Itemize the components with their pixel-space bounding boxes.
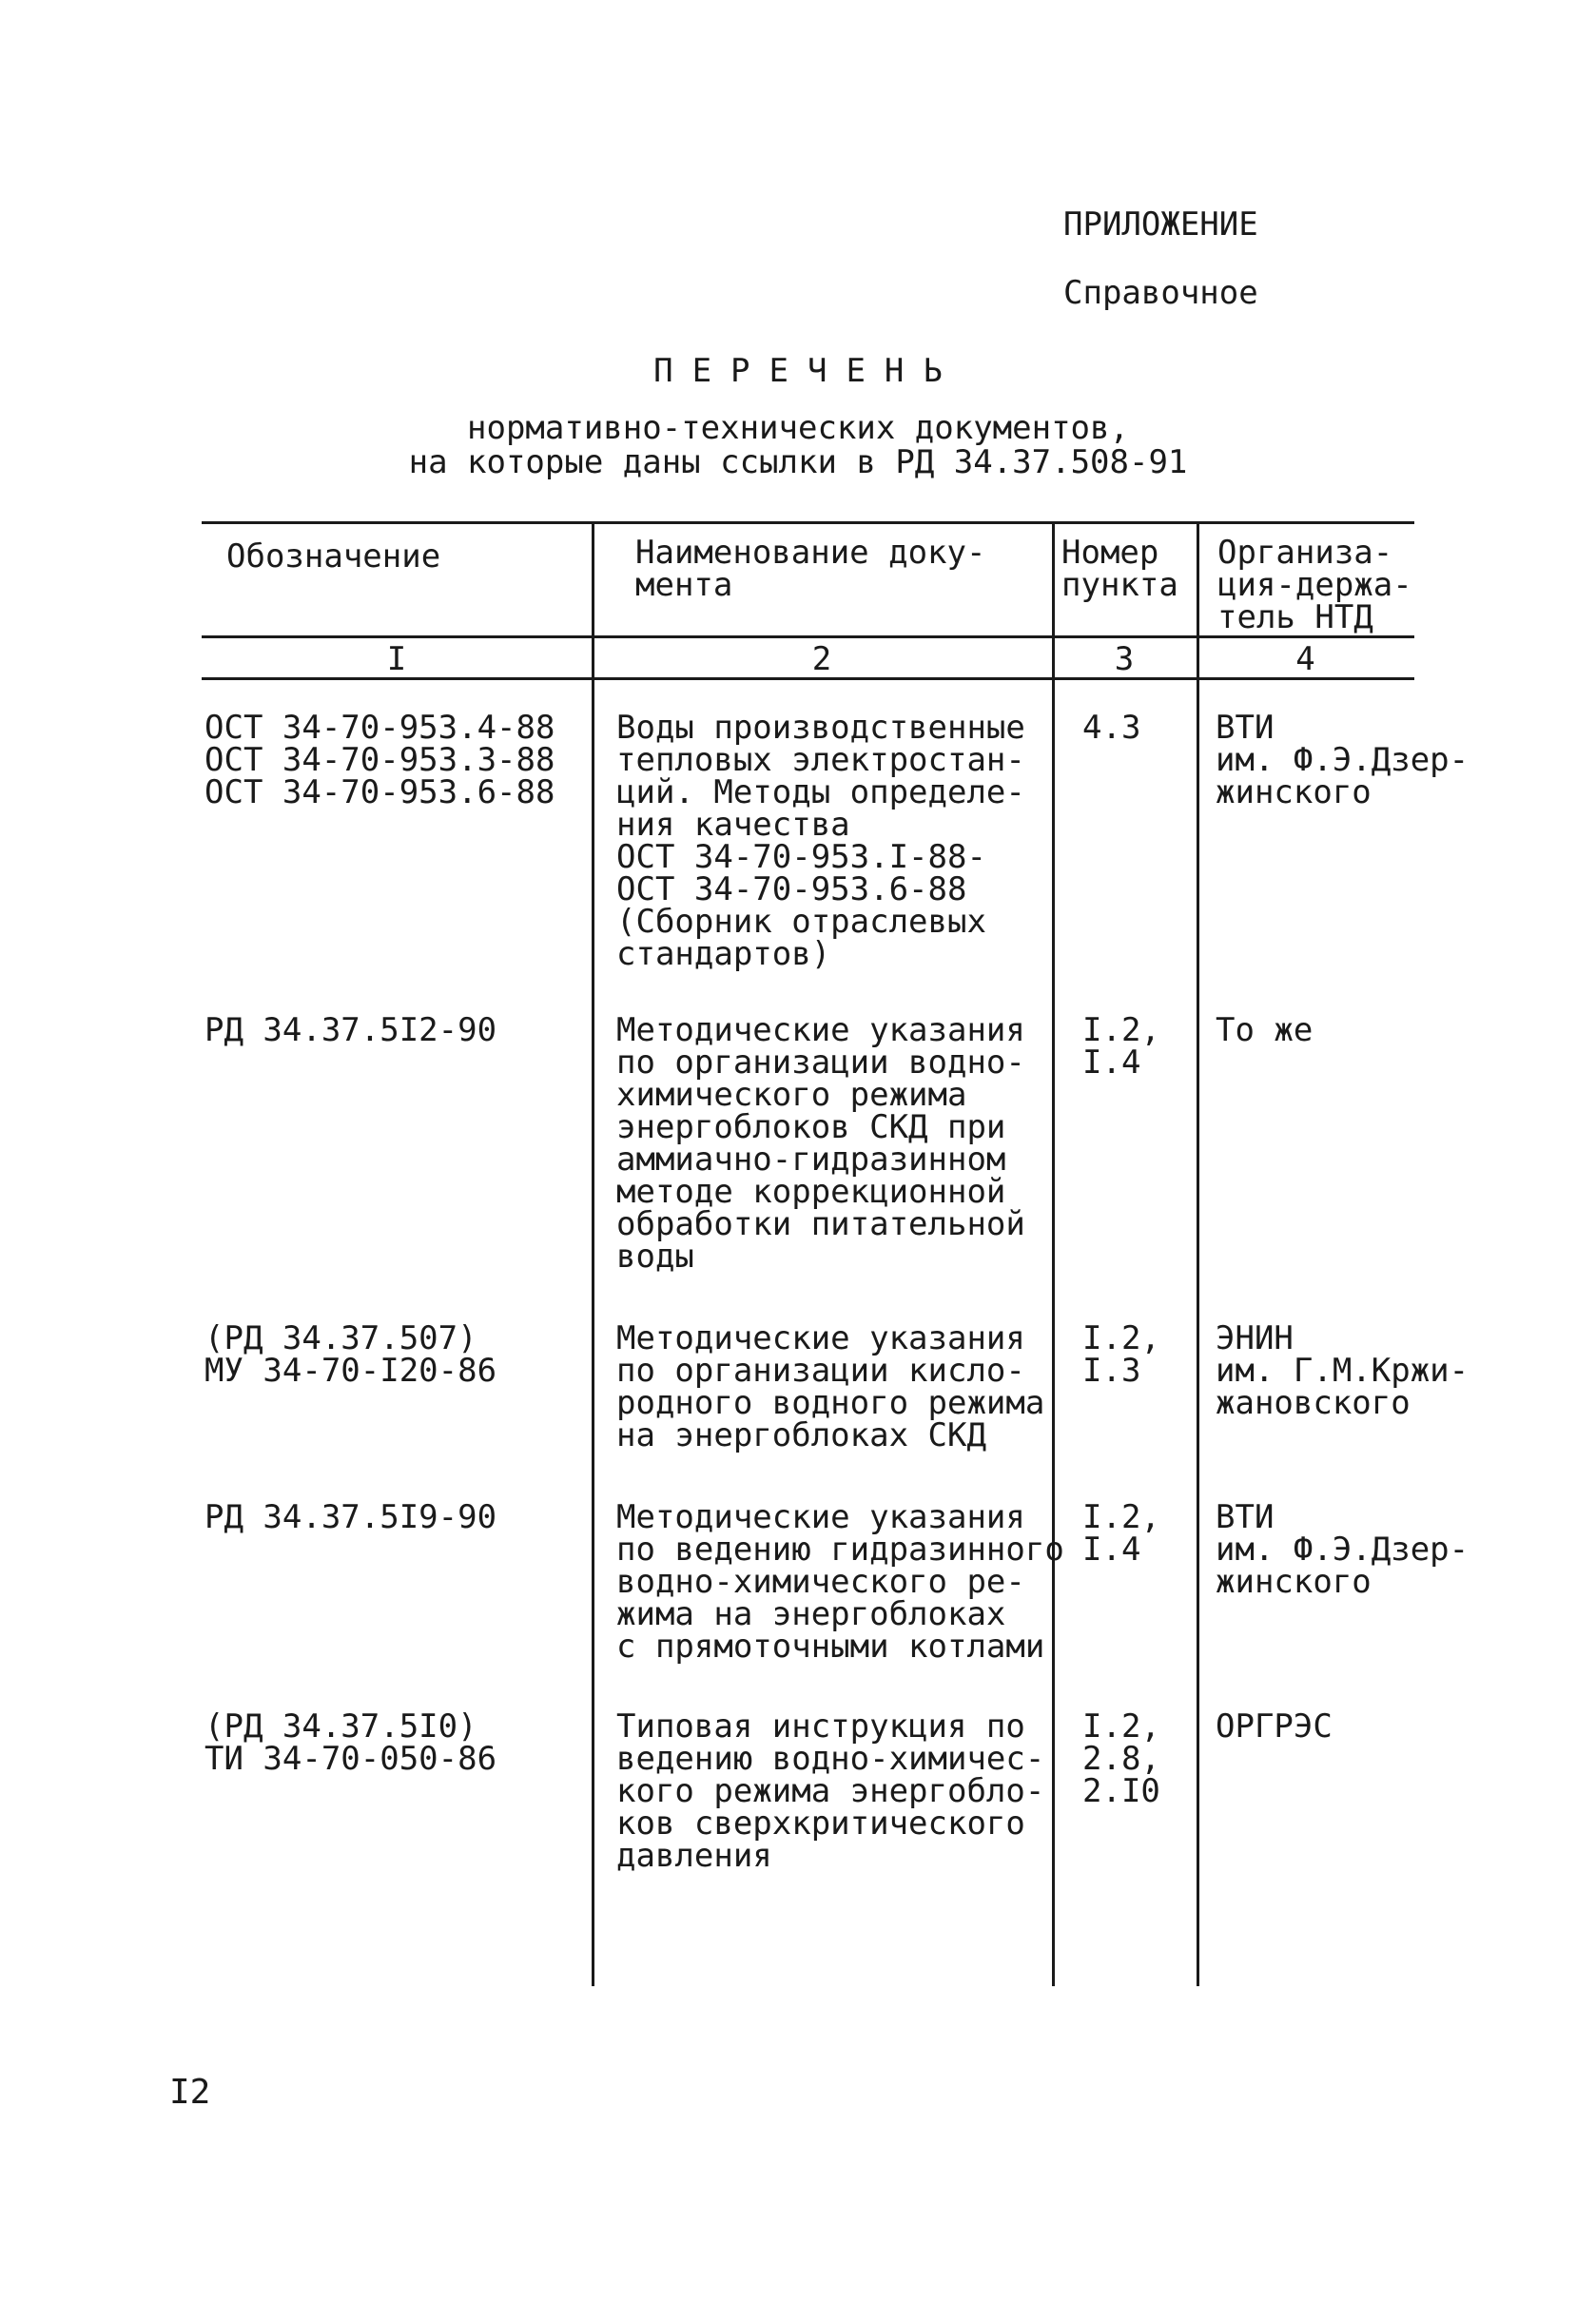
column-numbers-rule <box>202 677 1414 680</box>
column-number-4: 4 <box>1295 640 1315 678</box>
row-4-name: Методические указания по ведению гидразинного водно-химического ре- жима на энергоблоках с прямоточными котлами <box>616 1498 1064 1666</box>
row-5-name: Типовая инструкция по ведению водно-химичес- кого режима энергобло- ков сверхкритического давления <box>616 1707 1045 1875</box>
row-5-item: I.2, 2.8, 2.I0 <box>1082 1707 1160 1810</box>
page-number: I2 <box>169 2073 211 2112</box>
row-1-organization: ВТИ им. Ф.Э.Дзер- жинского <box>1216 709 1469 811</box>
column-divider-2 <box>1052 521 1055 1986</box>
row-2-item: I.2, I.4 <box>1082 1011 1160 1082</box>
row-2-designation: РД 34.37.5I2-90 <box>204 1011 497 1049</box>
document-title: ПЕРЕЧЕНЬ <box>653 352 962 390</box>
row-4-item: I.2, I.4 <box>1082 1498 1160 1569</box>
row-3-item: I.2, I.3 <box>1082 1319 1160 1390</box>
column-number-1: I <box>386 640 407 678</box>
table-top-rule <box>202 521 1414 524</box>
column-number-2: 2 <box>811 640 832 678</box>
row-3-name: Методические указания по организации кисло- родного водного режима на энергоблоках СКД <box>616 1319 1045 1454</box>
document-subtitle: нормативно-технических документов, на которые даны ссылки в РД 34.37.508-91 <box>408 409 1188 481</box>
row-1-name: Воды производственные тепловых электростан- ций. Методы определе- ния качества ОСТ 34-70-953.I-88- ОСТ 34-70-953.6-88 (Сборник отраслевых стандартов) <box>616 709 1025 973</box>
row-1-designation: ОСТ 34-70-953.4-88 ОСТ 34-70-953.3-88 ОСТ 34-70-953.6-88 <box>204 709 555 811</box>
column-divider-3 <box>1197 521 1199 1986</box>
row-5-organization: ОРГРЭС <box>1216 1707 1333 1746</box>
row-5-designation: (РД 34.37.5I0) ТИ 34-70-050-86 <box>204 1707 497 1778</box>
row-3-organization: ЭНИН им. Г.М.Кржи- жановского <box>1216 1319 1469 1422</box>
header-organization: Организа- ция-держа- тель НТД <box>1217 534 1412 636</box>
row-3-designation: (РД 34.37.507) МУ 34-70-I20-86 <box>204 1319 497 1390</box>
header-item-number: Номер пункта <box>1061 534 1178 604</box>
row-4-organization: ВТИ им. Ф.Э.Дзер- жинского <box>1216 1498 1469 1601</box>
reference-label: Справочное <box>1063 274 1258 312</box>
row-2-organization: То же <box>1216 1011 1314 1049</box>
appendix-label: ПРИЛОЖЕНИЕ <box>1063 205 1258 244</box>
column-number-3: 3 <box>1114 640 1135 678</box>
row-4-designation: РД 34.37.5I9-90 <box>204 1498 497 1536</box>
row-2-name: Методические указания по организации водно- химического режима энергоблоков СКД при аммиачно-гидразинном методе коррекционной обработки питательной воды <box>616 1011 1025 1276</box>
row-1-item: 4.3 <box>1082 709 1141 747</box>
header-document-name: Наименование доку- мента <box>635 534 986 604</box>
header-designation: Обозначение <box>226 537 441 576</box>
column-divider-1 <box>592 521 594 1986</box>
